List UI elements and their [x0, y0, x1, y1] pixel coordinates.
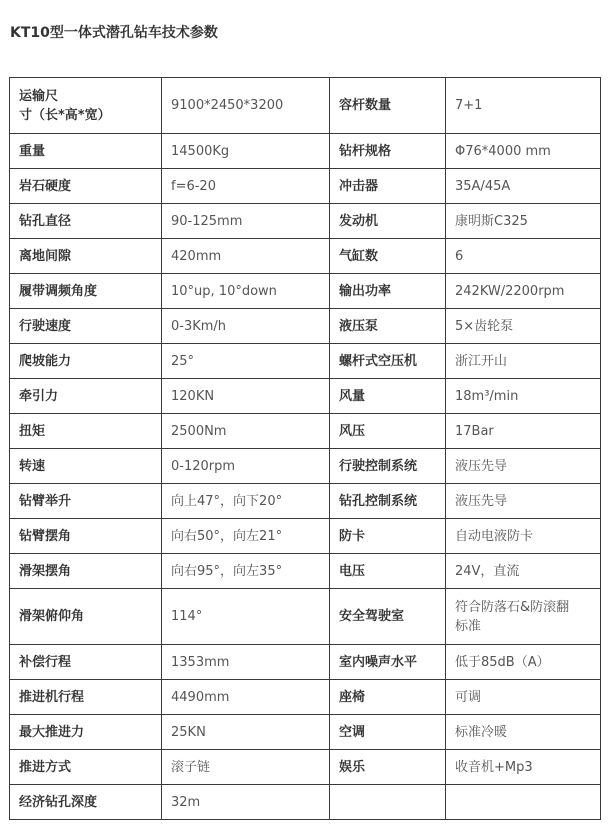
param-value-cell: 符合防落石&防滚翻 标准 — [446, 589, 601, 645]
param-value-cell: 6 — [446, 239, 601, 274]
param-label-cell: 推进机行程 — [10, 680, 162, 715]
param-label-cell: 容杆数量 — [330, 78, 446, 134]
param-label-cell: 推进方式 — [10, 750, 162, 785]
param-value-cell: 向右50°，向左21° — [162, 519, 330, 554]
table-row — [10, 134, 601, 169]
param-value-cell: 420mm — [162, 239, 330, 274]
param-value-cell: 120KN — [162, 379, 330, 414]
param-value-cell: 24V，直流 — [446, 554, 601, 589]
param-value-cell: 25KN — [162, 715, 330, 750]
param-value-cell: 35A/45A — [446, 169, 601, 204]
param-value-cell: 32m — [162, 785, 330, 820]
table-row — [10, 239, 601, 274]
param-label-cell: 冲击器 — [330, 169, 446, 204]
param-label-cell: 钻臂举升 — [10, 484, 162, 519]
param-label-cell: 发动机 — [330, 204, 446, 239]
param-value-cell: 液压先导 — [446, 449, 601, 484]
param-label-cell: 扭矩 — [10, 414, 162, 449]
param-value-cell: 90-125mm — [162, 204, 330, 239]
param-value-cell: 7+1 — [446, 78, 601, 134]
param-label-cell: 钻孔控制系统 — [330, 484, 446, 519]
param-value-cell: 14500Kg — [162, 134, 330, 169]
param-value-cell: 1353mm — [162, 645, 330, 680]
param-label-cell: 室内噪声水平 — [330, 645, 446, 680]
param-label-cell: 滑架摆角 — [10, 554, 162, 589]
param-value-cell: 液压先导 — [446, 484, 601, 519]
param-label-cell: 牵引力 — [10, 379, 162, 414]
table-row — [10, 750, 601, 785]
param-value-cell: 114° — [162, 589, 330, 645]
table-row — [10, 484, 601, 519]
param-value-cell: 低于85dB（A） — [446, 645, 601, 680]
param-label-cell: 重量 — [10, 134, 162, 169]
param-value-cell: 康明斯C325 — [446, 204, 601, 239]
param-label-cell: 补偿行程 — [10, 645, 162, 680]
table-row — [10, 785, 601, 820]
param-label-cell: 爬坡能力 — [10, 344, 162, 379]
param-value-cell: 自动电液防卡 — [446, 519, 601, 554]
param-label-cell: 娱乐 — [330, 750, 446, 785]
param-value-cell: 9100*2450*3200 — [162, 78, 330, 134]
param-value-cell: 17Bar — [446, 414, 601, 449]
param-value-cell: 4490mm — [162, 680, 330, 715]
table-row — [10, 379, 601, 414]
param-label-cell: 行驶速度 — [10, 309, 162, 344]
param-value-cell: 可调 — [446, 680, 601, 715]
param-value-cell: 浙江开山 — [446, 344, 601, 379]
param-value-cell: 242KW/2200rpm — [446, 274, 601, 309]
table-row — [10, 449, 601, 484]
param-label-cell: 螺杆式空压机 — [330, 344, 446, 379]
param-label-cell: 离地间隙 — [10, 239, 162, 274]
table-row — [10, 274, 601, 309]
table-row — [10, 589, 601, 645]
param-label-cell: 经济钻孔深度 — [10, 785, 162, 820]
param-value-cell: 25° — [162, 344, 330, 379]
page-title: KT10型一体式潜孔钻车技术参数 — [10, 25, 218, 41]
param-label-cell: 座椅 — [330, 680, 446, 715]
param-label-cell: 风压 — [330, 414, 446, 449]
param-value-cell: 5×齿轮泵 — [446, 309, 601, 344]
param-value-cell: 0-120rpm — [162, 449, 330, 484]
param-label-cell: 输出功率 — [330, 274, 446, 309]
param-label-cell: 履带调频角度 — [10, 274, 162, 309]
param-label-cell: 钻杆规格 — [330, 134, 446, 169]
table-row — [10, 680, 601, 715]
param-value-cell — [446, 785, 601, 820]
param-label-cell: 最大推进力 — [10, 715, 162, 750]
table-row — [10, 554, 601, 589]
param-value-cell: Φ76*4000 mm — [446, 134, 601, 169]
param-label-cell — [330, 785, 446, 820]
table-row — [10, 344, 601, 379]
param-label-cell: 滑架俯仰角 — [10, 589, 162, 645]
param-label-cell: 气缸数 — [330, 239, 446, 274]
param-label-cell: 电压 — [330, 554, 446, 589]
table-row — [10, 715, 601, 750]
param-label-cell: 钻孔直径 — [10, 204, 162, 239]
param-label-cell: 风量 — [330, 379, 446, 414]
param-label-cell: 液压泵 — [330, 309, 446, 344]
table-row — [10, 169, 601, 204]
table-row — [10, 414, 601, 449]
param-label-cell: 岩石硬度 — [10, 169, 162, 204]
param-value-cell: f=6-20 — [162, 169, 330, 204]
param-label-cell: 行驶控制系统 — [330, 449, 446, 484]
table-row — [10, 78, 601, 134]
param-label-cell: 钻臂摆角 — [10, 519, 162, 554]
table-row — [10, 309, 601, 344]
param-label-cell: 安全驾驶室 — [330, 589, 446, 645]
param-value-cell: 18m³/min — [446, 379, 601, 414]
param-value-cell: 2500Nm — [162, 414, 330, 449]
param-value-cell: 滚子链 — [162, 750, 330, 785]
param-value-cell: 10°up, 10°down — [162, 274, 330, 309]
table-row — [10, 204, 601, 239]
spec-table-body — [10, 78, 601, 820]
param-value-cell: 向上47°，向下20° — [162, 484, 330, 519]
param-label-cell: 运输尺 寸（长*高*宽） — [10, 78, 162, 134]
param-value-cell: 0-3Km/h — [162, 309, 330, 344]
param-value-cell: 收音机+Mp3 — [446, 750, 601, 785]
spec-table — [9, 77, 601, 820]
table-row — [10, 645, 601, 680]
param-label-cell: 防卡 — [330, 519, 446, 554]
param-label-cell: 转速 — [10, 449, 162, 484]
param-label-cell: 空调 — [330, 715, 446, 750]
param-value-cell: 标准冷暖 — [446, 715, 601, 750]
table-row — [10, 519, 601, 554]
param-value-cell: 向右95°，向左35° — [162, 554, 330, 589]
